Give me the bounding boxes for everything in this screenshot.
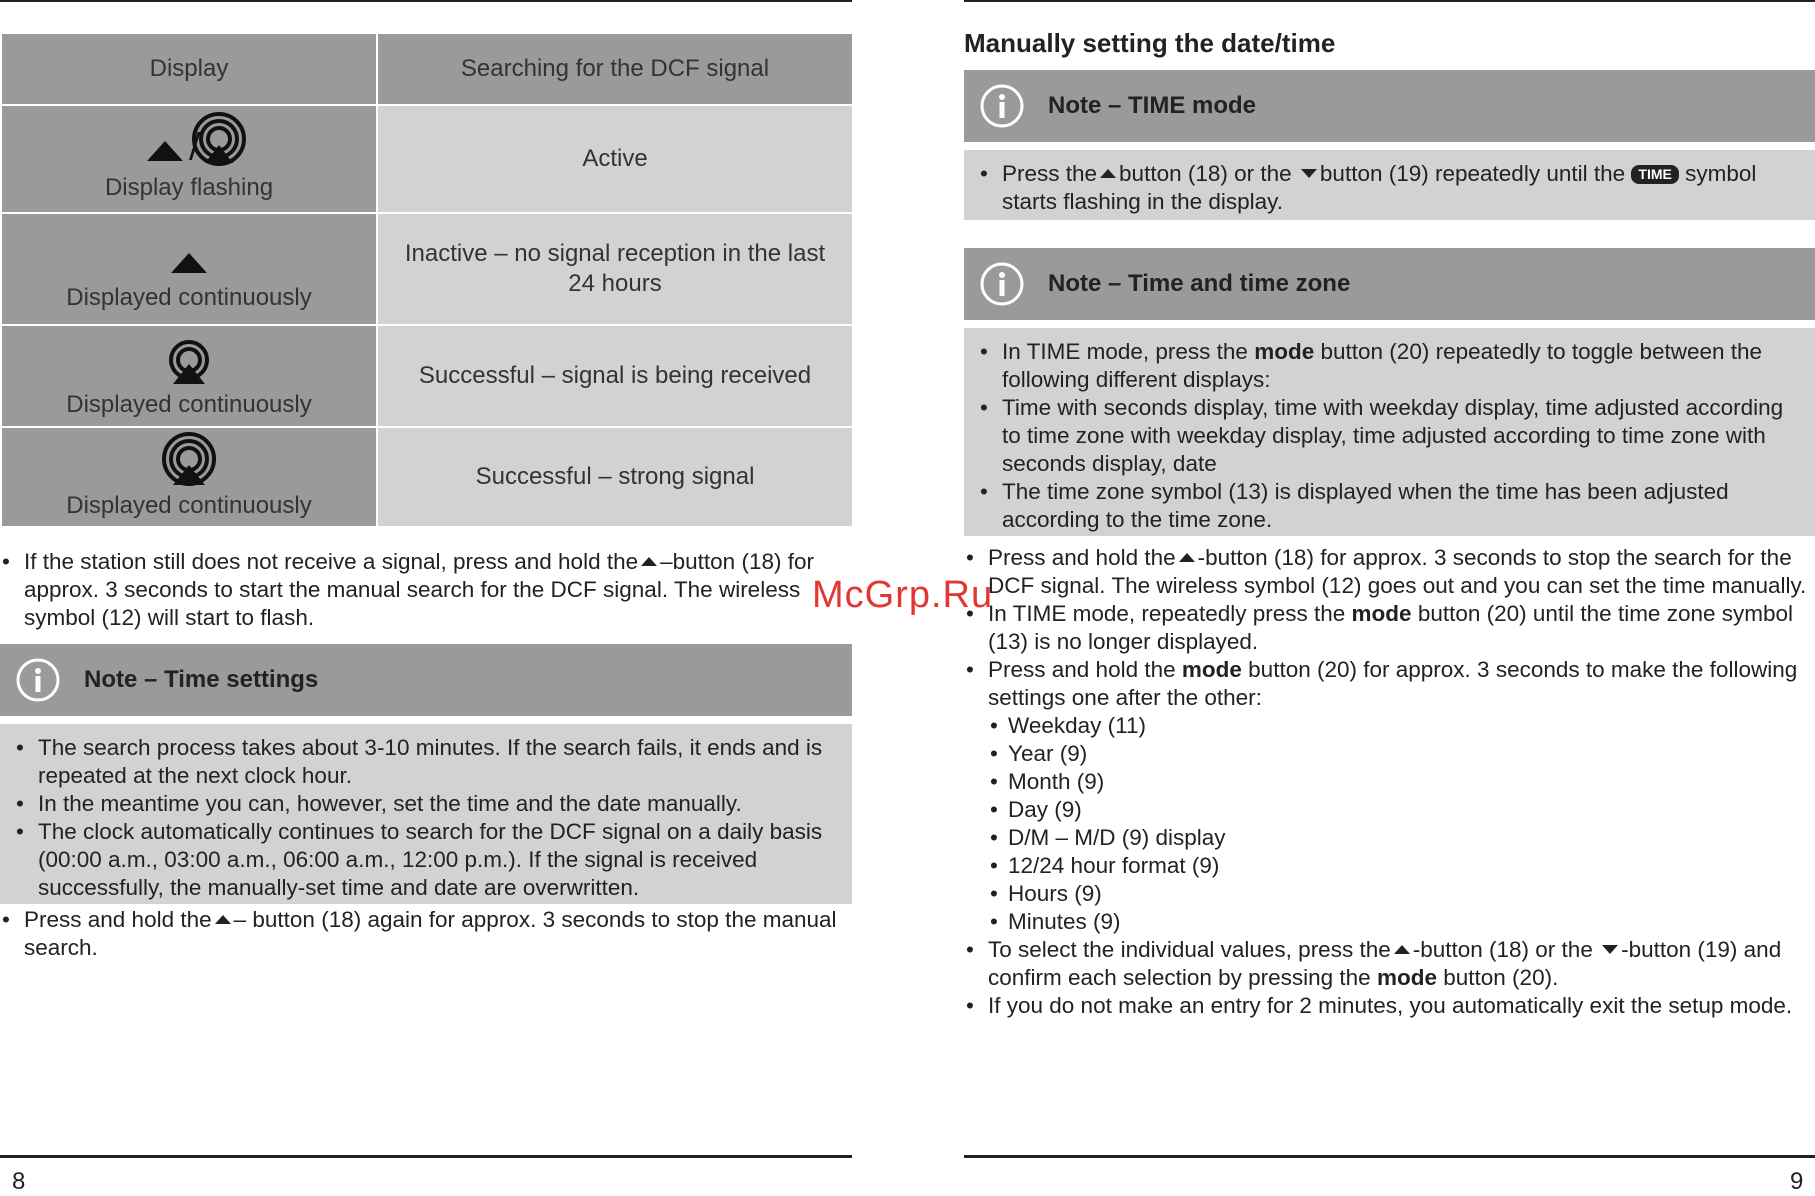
info-icon xyxy=(16,658,60,702)
table-header-search: Searching for the DCF signal xyxy=(377,33,853,105)
status-cell: Active xyxy=(377,105,853,213)
status-cell: Inactive – no signal reception in the last 24 hours xyxy=(377,213,853,325)
settings-item: • Year (9) xyxy=(964,740,1815,768)
display-label: Displayed continuously xyxy=(66,284,312,311)
display-label: Display flashing xyxy=(104,174,274,201)
up-arrow-icon xyxy=(1179,553,1195,562)
display-cell xyxy=(1,105,377,213)
wireless-medium-icon xyxy=(159,336,219,386)
table-header-display: Display xyxy=(1,33,377,105)
watermark: McGrp.Ru xyxy=(812,574,994,616)
note-time-zone-body xyxy=(964,328,1815,536)
bottom-rule-right xyxy=(964,1155,1815,1158)
info-icon xyxy=(980,262,1024,306)
settings-item: • 12/24 hour format (9) xyxy=(964,852,1815,880)
dcf-status-table xyxy=(0,32,854,528)
up-arrow-icon xyxy=(1394,945,1410,954)
note-time-settings-body xyxy=(0,724,852,904)
table-row xyxy=(1,427,853,527)
tower-icon xyxy=(159,239,219,279)
page-number-right: 9 xyxy=(1790,1168,1804,1195)
list-item: • Time with seconds display, time with weekday display, time adjusted according to time zone with weekday display, time adjusted according to time zone with seconds display, date xyxy=(978,394,1815,478)
up-arrow-icon xyxy=(1100,169,1116,178)
separator-glyph: / xyxy=(189,126,201,166)
up-arrow-icon xyxy=(641,557,657,566)
table-row xyxy=(1,213,853,325)
list-item: • The search process takes about 3-10 minutes. If the search fails, it ends and is repeated at the next clock hour. xyxy=(14,734,852,790)
display-cell xyxy=(1,427,377,527)
list-item: • In TIME mode, press the mode button (20) repeatedly to toggle between the following different displays: xyxy=(978,338,1815,394)
table-header-row xyxy=(1,33,853,105)
bottom-rule-left xyxy=(0,1155,852,1158)
settings-item: • Hours (9) xyxy=(964,880,1815,908)
stop-search-paragraph: • Press and hold the – button (18) again for approx. 3 seconds to stop the manual search. xyxy=(0,906,852,962)
manual-search-paragraph: • If the station still does not receive a signal, press and hold the –button (18) for approx. 3 seconds to start the manual search for the DCF signal. The wireless symbol (12) will start to flash. xyxy=(0,548,852,632)
top-rule-right xyxy=(964,0,1815,2)
note-title: Note – TIME mode xyxy=(1048,92,1257,119)
settings-item: • Minutes (9) xyxy=(964,908,1815,936)
note-time-mode-body xyxy=(964,150,1815,220)
page-number-left: 8 xyxy=(12,1168,26,1195)
display-label: Displayed continuously xyxy=(66,391,312,418)
list-item: • Press and hold the mode button (20) for approx. 3 seconds to make the following settings one after the other: xyxy=(964,656,1815,712)
list-item: • To select the individual values, press the -button (18) or the -button (19) and confirm each selection by pressing the mode button (20). xyxy=(964,936,1815,992)
table-row xyxy=(1,105,853,213)
list-item: • The clock automatically continues to search for the DCF signal on a daily basis (00:00 a.m., 03:00 a.m., 06:00 a.m., 12:00 p.m.). If the signal is received successfully, the manually-set time and date are overwritten. xyxy=(14,818,852,902)
status-cell: Successful – strong signal xyxy=(377,427,853,527)
settings-item: • Month (9) xyxy=(964,768,1815,796)
setup-instructions xyxy=(964,544,1815,1020)
wireless-strong-icon xyxy=(157,431,221,487)
note-time-mode-header xyxy=(964,70,1815,142)
note-title: Note – Time settings xyxy=(84,666,319,693)
top-rule-left xyxy=(0,0,852,2)
table-row xyxy=(1,325,853,427)
note-title: Note – Time and time zone xyxy=(1048,270,1351,297)
list-item: • In the meantime you can, however, set the time and the date manually. xyxy=(14,790,852,818)
settings-item: • Weekday (11) xyxy=(964,712,1815,740)
up-arrow-icon xyxy=(215,915,231,924)
list-item: • The time zone symbol (13) is displayed when the time has been adjusted according to the time zone. xyxy=(978,478,1815,534)
down-arrow-icon xyxy=(1301,169,1317,178)
display-cell xyxy=(1,213,377,325)
settings-item: • D/M – M/D (9) display xyxy=(964,824,1815,852)
display-cell xyxy=(1,325,377,427)
note-time-zone-header xyxy=(964,248,1815,320)
list-item: • In TIME mode, repeatedly press the mode button (20) until the time zone symbol (13) is no longer displayed. xyxy=(964,600,1815,656)
list-item: • If you do not make an entry for 2 minutes, you automatically exit the setup mode. xyxy=(964,992,1815,1020)
time-symbol-badge: TIME xyxy=(1631,165,1678,184)
info-icon xyxy=(980,84,1024,128)
list-item: • Press the button (18) or the button (19) repeatedly until the TIME symbol starts flashing in the display. xyxy=(978,160,1815,216)
list-item: • Press and hold the -button (18) for approx. 3 seconds to stop the search for the DCF signal. The wireless symbol (12) goes out and you can set the time manually. xyxy=(964,544,1815,600)
settings-item: • Day (9) xyxy=(964,796,1815,824)
page-title: Manually setting the date/time xyxy=(964,28,1336,58)
tower-and-wireless-icon xyxy=(129,111,249,169)
down-arrow-icon xyxy=(1602,945,1618,954)
note-time-settings-header xyxy=(0,644,852,716)
display-label: Displayed continuously xyxy=(66,492,312,519)
status-cell: Successful – signal is being received xyxy=(377,325,853,427)
